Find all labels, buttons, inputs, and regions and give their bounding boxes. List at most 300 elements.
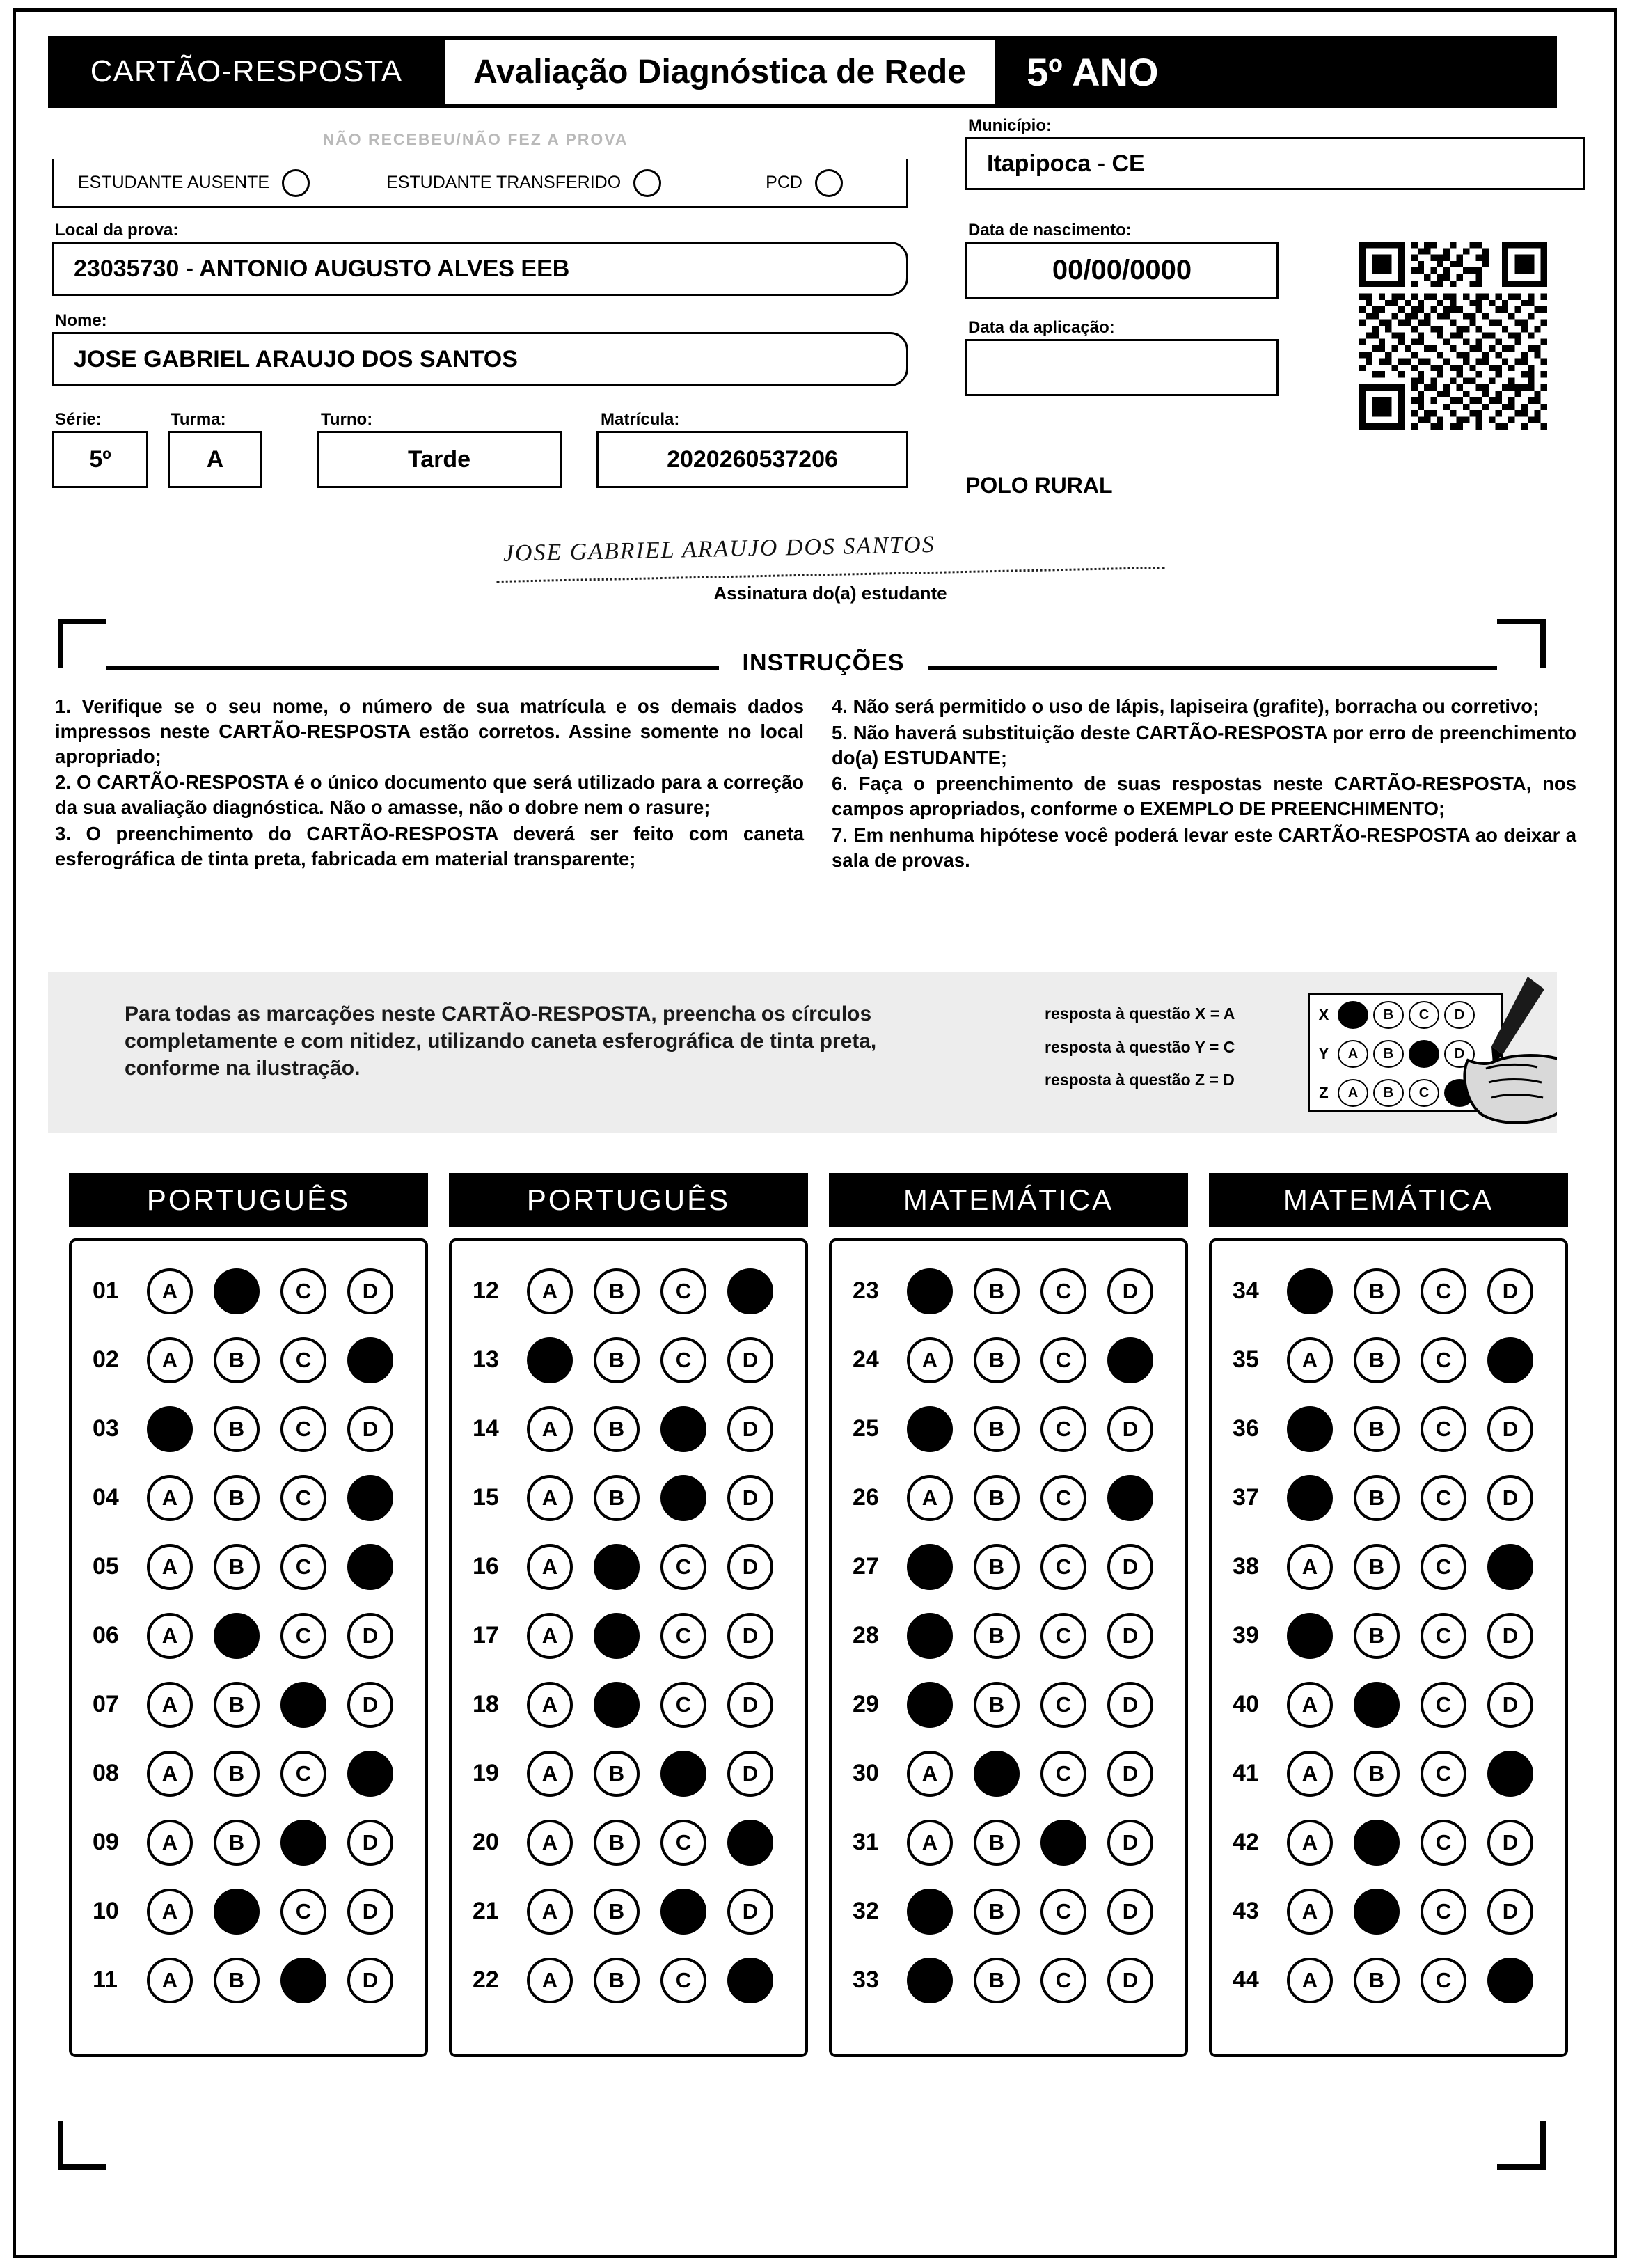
answer-bubble-c[interactable]: C: [1421, 1475, 1466, 1521]
example-bubble: A: [1338, 1001, 1368, 1029]
question-row-38: [1212, 1532, 1565, 1601]
answer-bubble-d[interactable]: D: [347, 1613, 393, 1659]
answer-bubble-a[interactable]: A: [907, 1544, 953, 1590]
status-options-row: [52, 159, 908, 208]
answer-bubble-a[interactable]: A: [907, 1406, 953, 1452]
answer-bubble-c[interactable]: C: [1040, 1337, 1086, 1383]
answer-bubble-a[interactable]: A: [147, 1613, 193, 1659]
answer-panel-2-body: [449, 1238, 808, 2057]
answer-bubble-c[interactable]: C: [1040, 1613, 1086, 1659]
answer-bubble-b[interactable]: B: [974, 1751, 1020, 1797]
answer-bubble-d[interactable]: D: [347, 1475, 393, 1521]
answer-bubble-c[interactable]: C: [1040, 1544, 1086, 1590]
answer-bubble-a[interactable]: A: [527, 1682, 573, 1728]
answer-bubble-c[interactable]: C: [660, 1613, 706, 1659]
question-number: 37: [1233, 1484, 1259, 1511]
filling-example-strip: [48, 972, 1557, 1133]
answer-bubble-b[interactable]: B: [1354, 1268, 1400, 1314]
question-number: 16: [473, 1553, 499, 1580]
answer-bubble-d[interactable]: D: [1487, 1337, 1533, 1383]
answer-bubble-b[interactable]: B: [974, 1268, 1020, 1314]
answer-bubble-a[interactable]: A: [907, 1682, 953, 1728]
answer-bubble-d[interactable]: D: [727, 1406, 773, 1452]
answer-bubble-b[interactable]: B: [594, 1337, 640, 1383]
answer-bubble-a[interactable]: A: [527, 1820, 573, 1866]
question-row-34: [1212, 1257, 1565, 1325]
answer-bubble-c[interactable]: C: [1421, 1337, 1466, 1383]
question-number: 17: [473, 1622, 499, 1648]
example-bubble: A: [1338, 1079, 1368, 1107]
status-option-transferido-label: ESTUDANTE TRANSFERIDO: [386, 173, 622, 192]
answer-bubble-c[interactable]: C: [660, 1751, 706, 1797]
answer-panel-2: [449, 1173, 808, 2057]
hand-with-pen-icon: [1461, 977, 1557, 1126]
answer-bubble-c[interactable]: C: [1040, 1751, 1086, 1797]
question-number: 23: [853, 1277, 879, 1304]
answer-bubble-a[interactable]: A: [147, 1475, 193, 1521]
answer-bubble-d[interactable]: D: [1487, 1613, 1533, 1659]
question-number: 21: [473, 1898, 499, 1924]
answer-bubble-d[interactable]: D: [727, 1958, 773, 2003]
answer-bubble-d[interactable]: D: [347, 1268, 393, 1314]
answer-bubble-a[interactable]: A: [907, 1613, 953, 1659]
answer-bubble-d[interactable]: D: [1107, 1889, 1153, 1935]
question-number: 44: [1233, 1967, 1259, 1993]
answer-bubble-b[interactable]: B: [594, 1682, 640, 1728]
answer-bubble-a[interactable]: A: [1287, 1889, 1333, 1935]
question-row-04: [72, 1463, 425, 1532]
question-row-27: [832, 1532, 1185, 1601]
question-row-17: [452, 1601, 805, 1670]
answer-bubble-b[interactable]: B: [594, 1613, 640, 1659]
question-number: 22: [473, 1967, 499, 1993]
answer-bubble-d[interactable]: D: [347, 1958, 393, 2003]
matricula-label: Matrícula:: [601, 410, 680, 429]
answer-bubble-c[interactable]: C: [660, 1337, 706, 1383]
answer-bubble-c[interactable]: C: [280, 1406, 326, 1452]
answer-bubble-b[interactable]: B: [594, 1751, 640, 1797]
answer-bubble-a[interactable]: A: [147, 1406, 193, 1452]
question-number: 20: [473, 1829, 499, 1855]
answer-bubble-c[interactable]: C: [660, 1406, 706, 1452]
question-row-20: [452, 1808, 805, 1877]
answer-sheet: [13, 8, 1617, 2258]
answer-bubble-b[interactable]: B: [1354, 1889, 1400, 1935]
answer-bubble-a[interactable]: A: [147, 1682, 193, 1728]
answer-bubble-d[interactable]: D: [1487, 1682, 1533, 1728]
answer-bubble-b[interactable]: B: [594, 1958, 640, 2003]
answer-bubble-b[interactable]: B: [974, 1337, 1020, 1383]
answer-bubble-a[interactable]: A: [907, 1337, 953, 1383]
answer-bubble-c[interactable]: C: [1040, 1889, 1086, 1935]
question-row-35: [1212, 1325, 1565, 1394]
question-number: 11: [93, 1967, 118, 1993]
municipio-value: Itapipoca - CE: [965, 137, 1585, 190]
answer-bubble-d[interactable]: D: [1107, 1337, 1153, 1383]
corner-mark-bottom-right: [1497, 2121, 1546, 2170]
instruction-item: 6. Faça o preenchimento de suas respostas neste CARTÃO-RESPOSTA, nos campos apropriados, conforme o EXEMPLO DE PREENCHIMENTO;: [832, 773, 1576, 819]
question-number: 08: [93, 1760, 119, 1786]
question-number: 33: [853, 1967, 879, 1993]
question-number: 35: [1233, 1346, 1259, 1373]
answer-bubble-c[interactable]: C: [1421, 1406, 1466, 1452]
answer-bubble-d[interactable]: D: [727, 1682, 773, 1728]
answer-bubble-a[interactable]: A: [1287, 1475, 1333, 1521]
answer-panel-1-title: PORTUGUÊS: [69, 1173, 428, 1227]
answer-bubble-a[interactable]: A: [527, 1268, 573, 1314]
answer-bubble-c[interactable]: C: [1421, 1544, 1466, 1590]
answer-bubble-c[interactable]: C: [280, 1613, 326, 1659]
question-row-23: [832, 1257, 1185, 1325]
answer-bubble-a[interactable]: A: [147, 1889, 193, 1935]
answer-bubble-d[interactable]: D: [1487, 1958, 1533, 2003]
answer-bubble-c[interactable]: C: [280, 1682, 326, 1728]
question-number: 32: [853, 1898, 879, 1924]
answer-bubble-a[interactable]: A: [907, 1751, 953, 1797]
answer-bubble-d[interactable]: D: [727, 1475, 773, 1521]
question-number: 34: [1233, 1277, 1259, 1304]
question-number: 13: [473, 1346, 499, 1373]
answer-bubble-a[interactable]: A: [527, 1337, 573, 1383]
answer-bubble-b[interactable]: B: [1354, 1475, 1400, 1521]
answer-bubble-c[interactable]: C: [1421, 1889, 1466, 1935]
aplicacao-value: [965, 339, 1279, 396]
answer-bubble-d[interactable]: D: [1487, 1475, 1533, 1521]
answer-bubble-a[interactable]: A: [1287, 1268, 1333, 1314]
answer-bubble-a[interactable]: A: [1287, 1613, 1333, 1659]
question-row-03: [72, 1394, 425, 1463]
answer-bubble-c[interactable]: C: [1040, 1682, 1086, 1728]
answer-bubble-c[interactable]: C: [280, 1337, 326, 1383]
example-bubble: B: [1373, 1040, 1404, 1068]
answer-panel-3: [829, 1173, 1188, 2057]
answer-bubble-b[interactable]: B: [1354, 1682, 1400, 1728]
answer-bubble-d[interactable]: D: [347, 1544, 393, 1590]
answer-bubble-a[interactable]: A: [527, 1613, 573, 1659]
answer-bubble-c[interactable]: C: [660, 1889, 706, 1935]
answer-bubble-c[interactable]: C: [1040, 1268, 1086, 1314]
answer-bubble-a[interactable]: A: [527, 1475, 573, 1521]
answer-bubble-c[interactable]: C: [280, 1475, 326, 1521]
answer-bubble-a[interactable]: A: [147, 1820, 193, 1866]
answer-bubble-a[interactable]: A: [147, 1337, 193, 1383]
matricula-value: 2020260537206: [596, 431, 908, 488]
question-number: 25: [853, 1415, 879, 1442]
status-option-pcd[interactable]: [766, 169, 843, 197]
municipio-label: Município:: [968, 116, 1052, 135]
instructions-title: INSTRUÇÕES: [742, 649, 905, 676]
answer-bubble-d[interactable]: D: [1487, 1406, 1533, 1452]
answer-bubble-a[interactable]: A: [147, 1268, 193, 1314]
answer-bubble-c[interactable]: C: [280, 1958, 326, 2003]
example-row-label: Y: [1318, 1045, 1329, 1062]
answer-bubble-b[interactable]: B: [594, 1544, 640, 1590]
answer-bubble-c[interactable]: C: [660, 1820, 706, 1866]
instructions-rule-right: [928, 666, 1497, 670]
answer-bubble-a[interactable]: A: [1287, 1406, 1333, 1452]
answer-bubble-b[interactable]: B: [974, 1406, 1020, 1452]
question-number: 03: [93, 1415, 119, 1442]
question-row-14: [452, 1394, 805, 1463]
answer-bubble-c[interactable]: C: [1421, 1820, 1466, 1866]
answer-bubble-d[interactable]: D: [1487, 1820, 1533, 1866]
answer-bubble-a[interactable]: A: [907, 1475, 953, 1521]
answer-bubble-b[interactable]: B: [974, 1889, 1020, 1935]
answer-bubble-a[interactable]: A: [1287, 1682, 1333, 1728]
answer-bubble-c[interactable]: C: [280, 1889, 326, 1935]
question-row-29: [832, 1670, 1185, 1739]
legend-line: resposta à questão Y = C: [1045, 1037, 1235, 1056]
question-number: 07: [93, 1691, 119, 1717]
answer-bubble-d[interactable]: D: [727, 1751, 773, 1797]
answer-bubble-d[interactable]: D: [727, 1820, 773, 1866]
question-number: 24: [853, 1346, 879, 1373]
answer-bubble-d[interactable]: D: [727, 1268, 773, 1314]
answer-bubble-d[interactable]: D: [1107, 1544, 1153, 1590]
corner-mark-bottom-left: [58, 2121, 106, 2170]
answer-bubble-d[interactable]: D: [727, 1889, 773, 1935]
answer-bubble-b[interactable]: B: [214, 1268, 260, 1314]
answer-bubble-a[interactable]: A: [907, 1820, 953, 1866]
question-row-41: [1212, 1739, 1565, 1808]
answer-bubble-b[interactable]: B: [594, 1820, 640, 1866]
question-row-09: [72, 1808, 425, 1877]
answer-bubble-d[interactable]: D: [1107, 1406, 1153, 1452]
question-number: 15: [473, 1484, 499, 1511]
answer-bubble-b[interactable]: B: [214, 1613, 260, 1659]
question-row-22: [452, 1946, 805, 2015]
local-label: Local da prova:: [55, 221, 179, 239]
answer-bubble-d[interactable]: D: [727, 1337, 773, 1383]
qr-code: [1359, 242, 1547, 430]
answer-bubble-b[interactable]: B: [214, 1889, 260, 1935]
answer-bubble-b[interactable]: B: [1354, 1958, 1400, 2003]
status-option-transferido-bubble[interactable]: [633, 169, 661, 197]
answer-bubble-c[interactable]: C: [1040, 1958, 1086, 2003]
answer-bubble-c[interactable]: C: [660, 1682, 706, 1728]
answer-bubble-c[interactable]: C: [1421, 1751, 1466, 1797]
answer-bubble-b[interactable]: B: [214, 1682, 260, 1728]
question-number: 40: [1233, 1691, 1259, 1717]
status-option-ausente[interactable]: [78, 169, 310, 197]
answer-bubble-d[interactable]: D: [727, 1613, 773, 1659]
status-option-pcd-bubble[interactable]: [815, 169, 843, 197]
answer-bubble-b[interactable]: B: [214, 1406, 260, 1452]
serie-label: Série:: [55, 410, 102, 429]
status-option-transferido[interactable]: [386, 169, 661, 197]
answer-bubble-b[interactable]: B: [1354, 1613, 1400, 1659]
instruction-item: 3. O preenchimento do CARTÃO-RESPOSTA deverá ser feito com caneta esferográfica de tinta preta, fabricada em material transparente;: [55, 822, 804, 869]
answer-bubble-a[interactable]: A: [147, 1958, 193, 2003]
answer-bubble-d[interactable]: D: [347, 1889, 393, 1935]
answer-panel-3-title: MATEMÁTICA: [829, 1173, 1188, 1227]
question-number: 28: [853, 1622, 879, 1648]
answer-panel-1-body: [69, 1238, 428, 2057]
example-bubble: C: [1409, 1079, 1439, 1107]
answer-bubble-c[interactable]: C: [1421, 1613, 1466, 1659]
answer-bubble-c[interactable]: C: [660, 1268, 706, 1314]
answer-bubble-d[interactable]: D: [347, 1337, 393, 1383]
turno-value: Tarde: [317, 431, 562, 488]
question-row-43: [1212, 1877, 1565, 1946]
answer-bubble-b[interactable]: B: [974, 1613, 1020, 1659]
answer-bubble-b[interactable]: B: [214, 1337, 260, 1383]
question-number: 01: [93, 1277, 119, 1304]
answer-bubble-a[interactable]: A: [907, 1268, 953, 1314]
answer-panel-4-body: [1209, 1238, 1568, 2057]
answer-bubble-c[interactable]: C: [1040, 1820, 1086, 1866]
question-row-12: [452, 1257, 805, 1325]
question-row-33: [832, 1946, 1185, 2015]
answer-bubble-d[interactable]: D: [347, 1682, 393, 1728]
question-number: 36: [1233, 1415, 1259, 1442]
question-number: 09: [93, 1829, 119, 1855]
answer-bubble-b[interactable]: B: [974, 1820, 1020, 1866]
instructions-column-left: [55, 694, 804, 872]
answer-panel-4: [1209, 1173, 1568, 2057]
answer-bubble-b[interactable]: B: [214, 1958, 260, 2003]
answer-bubble-c[interactable]: C: [1421, 1958, 1466, 2003]
instruction-item: 4. Não será permitido o uso de lápis, lapiseira (grafite), borracha ou corretivo;: [832, 695, 1540, 717]
answer-bubble-b[interactable]: B: [214, 1820, 260, 1866]
question-row-26: [832, 1463, 1185, 1532]
question-row-18: [452, 1670, 805, 1739]
answer-bubble-b[interactable]: B: [1354, 1751, 1400, 1797]
answer-bubble-a[interactable]: A: [1287, 1820, 1333, 1866]
question-row-21: [452, 1877, 805, 1946]
answer-bubble-a[interactable]: A: [527, 1406, 573, 1452]
answer-bubble-c[interactable]: C: [280, 1751, 326, 1797]
answer-bubble-c[interactable]: C: [1421, 1682, 1466, 1728]
instruction-item: 1. Verifique se o seu nome, o número de sua matrícula e os demais dados impressos neste CARTÃO-RESPOSTA estão corretos. Assine somente no local apropriado;: [55, 695, 804, 767]
answer-bubble-d[interactable]: D: [1487, 1544, 1533, 1590]
question-row-24: [832, 1325, 1185, 1394]
ghost-watermark: NÃO RECEBEU/NÃO FEZ A PROVA: [322, 130, 628, 148]
answer-bubble-b[interactable]: B: [594, 1475, 640, 1521]
answer-bubble-b[interactable]: B: [214, 1751, 260, 1797]
example-bubble: B: [1373, 1079, 1404, 1107]
answer-panel-1: [69, 1173, 428, 2057]
answer-bubble-a[interactable]: A: [527, 1751, 573, 1797]
answer-bubble-d[interactable]: D: [1107, 1613, 1153, 1659]
answer-bubble-b[interactable]: B: [1354, 1406, 1400, 1452]
answer-bubble-d[interactable]: D: [347, 1820, 393, 1866]
answer-bubble-d[interactable]: D: [1107, 1751, 1153, 1797]
answer-bubble-d[interactable]: D: [1487, 1751, 1533, 1797]
question-row-08: [72, 1739, 425, 1808]
answer-bubble-a[interactable]: A: [907, 1958, 953, 2003]
answer-bubble-c[interactable]: C: [660, 1475, 706, 1521]
answer-bubble-b[interactable]: B: [214, 1475, 260, 1521]
answer-bubble-a[interactable]: A: [527, 1889, 573, 1935]
answer-bubble-c[interactable]: C: [1040, 1475, 1086, 1521]
answer-bubble-b[interactable]: B: [974, 1682, 1020, 1728]
nascimento-label: Data de nascimento:: [968, 221, 1132, 239]
nome-value: JOSE GABRIEL ARAUJO DOS SANTOS: [52, 332, 908, 386]
answer-bubble-c[interactable]: C: [280, 1268, 326, 1314]
answer-bubble-c[interactable]: C: [660, 1544, 706, 1590]
answer-bubble-a[interactable]: A: [527, 1544, 573, 1590]
question-row-19: [452, 1739, 805, 1808]
status-option-ausente-bubble[interactable]: [282, 169, 310, 197]
answer-bubble-d[interactable]: D: [727, 1544, 773, 1590]
answer-bubble-d[interactable]: D: [1107, 1682, 1153, 1728]
answer-bubble-b[interactable]: B: [594, 1406, 640, 1452]
question-row-30: [832, 1739, 1185, 1808]
question-row-07: [72, 1670, 425, 1739]
filling-example-legend: [1045, 998, 1323, 1097]
turma-label: Turma:: [171, 410, 226, 429]
filling-example-text: Para todas as marcações neste CARTÃO-RESPOSTA, preencha os círculos completamente e com nitidez, utilizando caneta esferográfica de tinta preta, conforme na ilustração.: [125, 1002, 877, 1080]
question-number: 04: [93, 1484, 119, 1511]
question-number: 19: [473, 1760, 499, 1786]
answer-bubble-b[interactable]: B: [594, 1268, 640, 1314]
example-bubble: C: [1409, 1001, 1439, 1029]
answer-bubble-a[interactable]: A: [147, 1544, 193, 1590]
question-number: 26: [853, 1484, 879, 1511]
aplicacao-label: Data da aplicação:: [968, 318, 1115, 337]
answer-bubble-b[interactable]: B: [594, 1889, 640, 1935]
signature-caption: Assinatura do(a) estudante: [713, 583, 947, 604]
answer-bubble-a[interactable]: A: [1287, 1751, 1333, 1797]
answer-bubble-a[interactable]: A: [1287, 1544, 1333, 1590]
answer-bubble-b[interactable]: B: [214, 1544, 260, 1590]
answer-bubble-d[interactable]: D: [1107, 1820, 1153, 1866]
question-number: 30: [853, 1760, 879, 1786]
question-number: 38: [1233, 1553, 1259, 1580]
example-bubble: D: [1444, 1079, 1475, 1107]
answer-bubble-c[interactable]: C: [280, 1544, 326, 1590]
answer-bubble-b[interactable]: B: [974, 1544, 1020, 1590]
question-row-02: [72, 1325, 425, 1394]
nascimento-value: 00/00/0000: [965, 242, 1279, 299]
question-number: 39: [1233, 1622, 1259, 1648]
answer-bubble-c[interactable]: C: [280, 1820, 326, 1866]
answer-bubble-b[interactable]: B: [1354, 1337, 1400, 1383]
answer-bubble-a[interactable]: A: [527, 1958, 573, 2003]
corner-mark-top-left: [58, 619, 106, 668]
answer-bubble-c[interactable]: C: [1040, 1406, 1086, 1452]
answer-bubble-d[interactable]: D: [1487, 1889, 1533, 1935]
answer-bubble-a[interactable]: A: [1287, 1337, 1333, 1383]
question-number: 31: [853, 1829, 879, 1855]
answer-bubble-c[interactable]: C: [660, 1958, 706, 2003]
question-row-06: [72, 1601, 425, 1670]
answer-bubble-d[interactable]: D: [1107, 1475, 1153, 1521]
answer-bubble-b[interactable]: B: [974, 1958, 1020, 2003]
serie-value: 5º: [52, 431, 148, 488]
example-bubble: A: [1338, 1040, 1368, 1068]
header-grade: 5º ANO: [1027, 49, 1159, 94]
question-number: 27: [853, 1553, 879, 1580]
answer-bubble-c[interactable]: C: [1421, 1268, 1466, 1314]
answer-bubble-d[interactable]: D: [347, 1751, 393, 1797]
status-option-pcd-label: PCD: [766, 173, 802, 192]
question-row-36: [1212, 1394, 1565, 1463]
answer-bubble-d[interactable]: D: [1107, 1958, 1153, 2003]
answer-bubble-a[interactable]: A: [1287, 1958, 1333, 2003]
answer-bubble-b[interactable]: B: [974, 1475, 1020, 1521]
question-number: 12: [473, 1277, 499, 1304]
question-number: 18: [473, 1691, 499, 1717]
answer-bubble-b[interactable]: B: [1354, 1544, 1400, 1590]
answer-bubble-a[interactable]: A: [147, 1751, 193, 1797]
answer-bubble-b[interactable]: B: [1354, 1820, 1400, 1866]
answer-bubble-d[interactable]: D: [1107, 1268, 1153, 1314]
answer-bubble-d[interactable]: D: [347, 1406, 393, 1452]
answer-bubble-a[interactable]: A: [907, 1889, 953, 1935]
answer-bubble-d[interactable]: D: [1487, 1268, 1533, 1314]
